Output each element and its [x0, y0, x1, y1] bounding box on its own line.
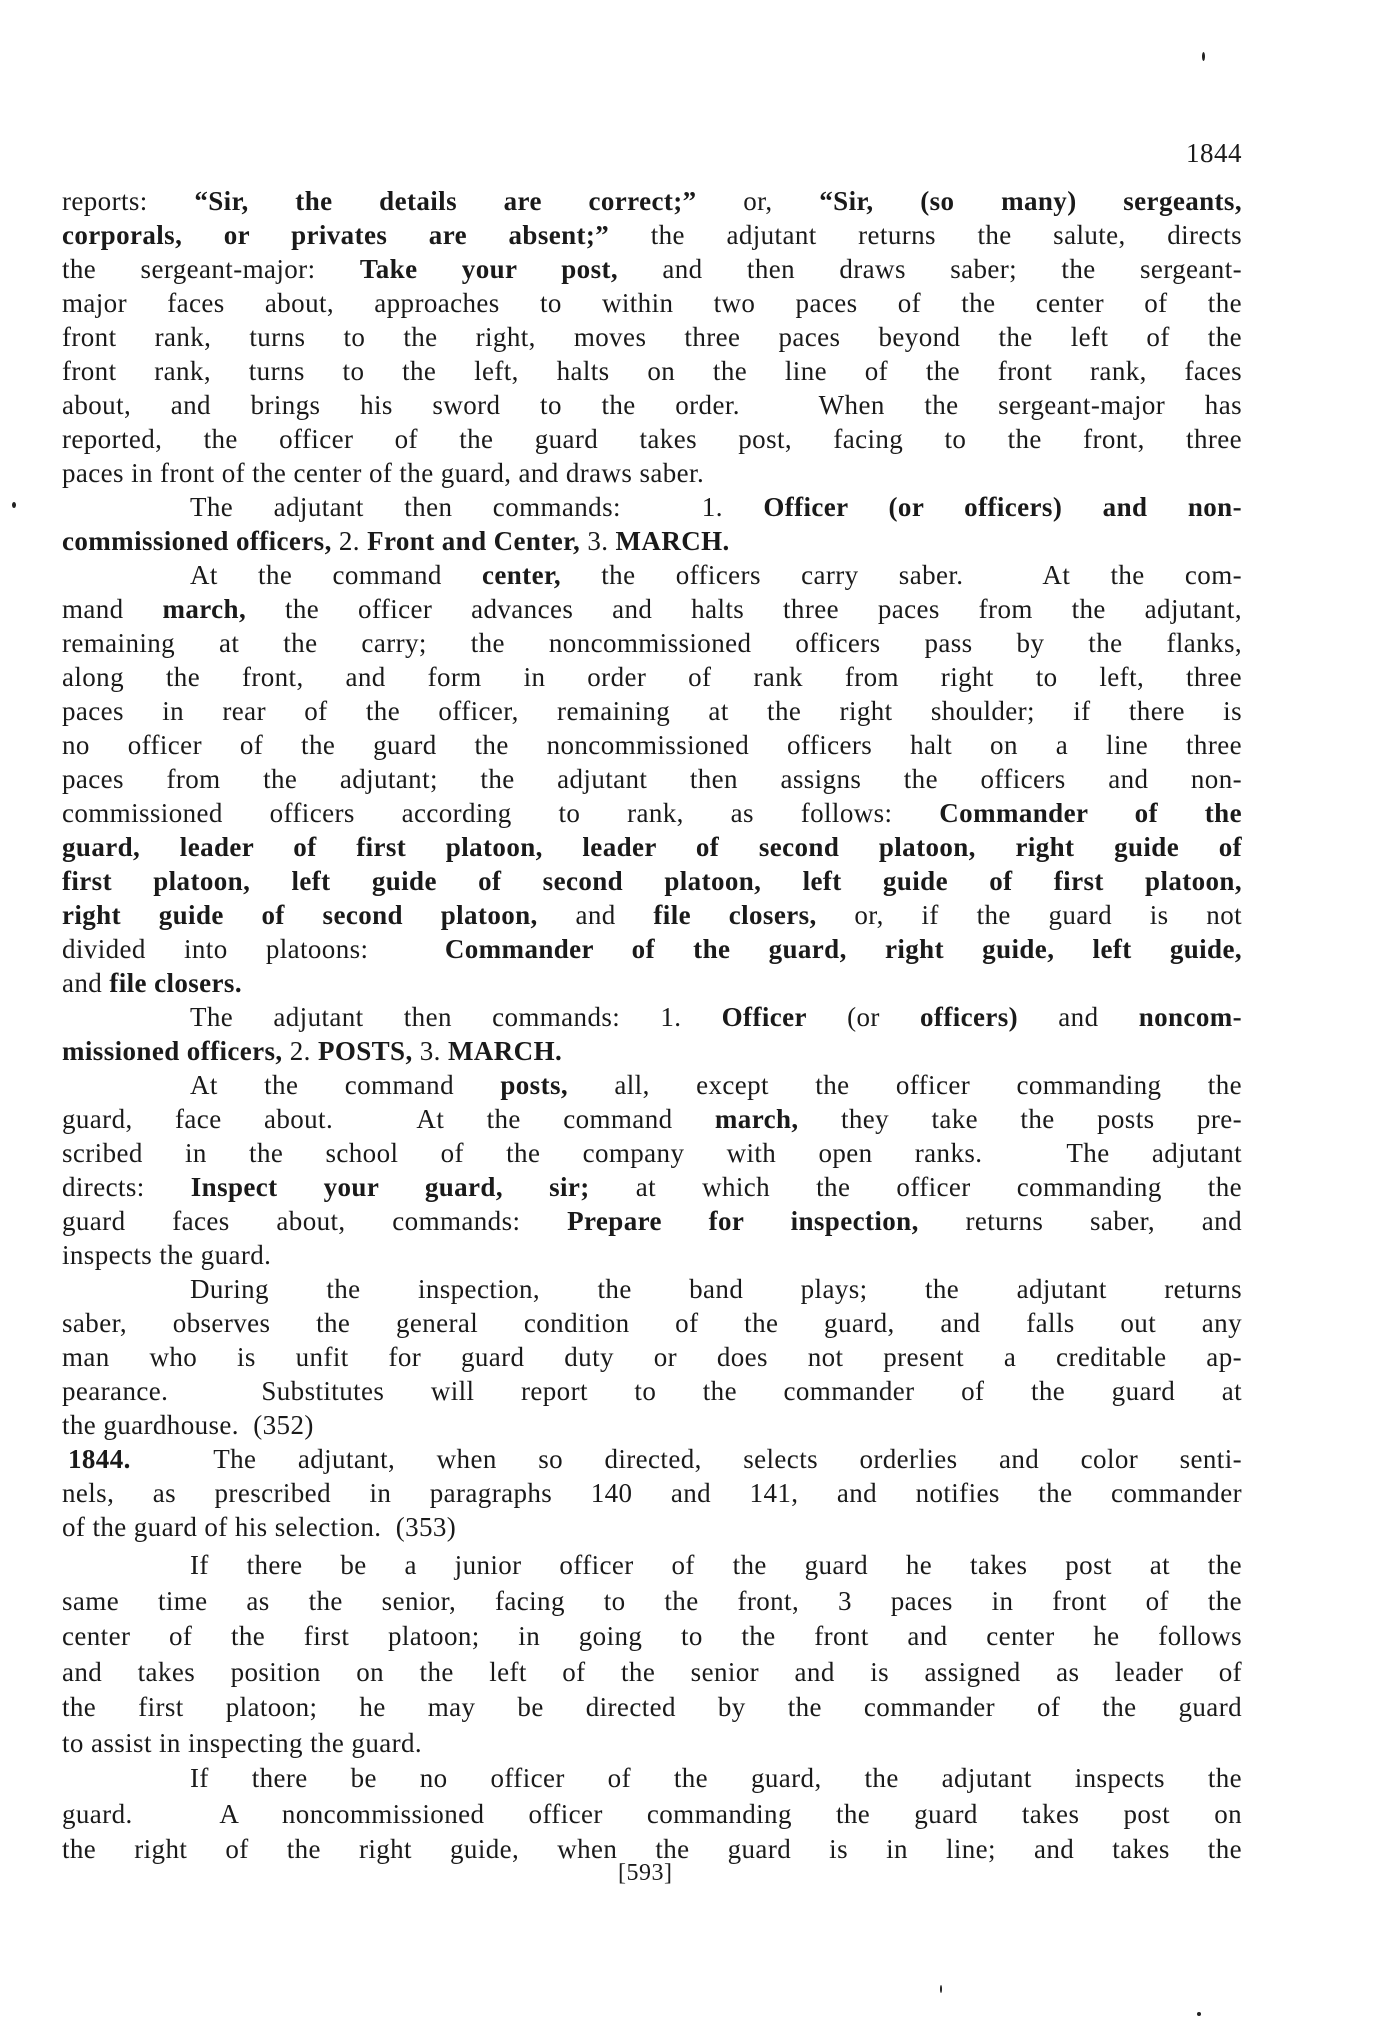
- bold-command-text: guard, leader of first platoon, leader of second platoon, right guide of: [62, 832, 1242, 862]
- text-line: [62, 1510, 1242, 1544]
- text-run: reports:: [62, 186, 195, 216]
- bold-command-text: Prepare for inspection,: [567, 1206, 919, 1236]
- paragraph: [62, 1000, 1242, 1068]
- text-run: along the front, and form in order of rank from right to left, three: [62, 662, 1242, 692]
- paragraph: [62, 1272, 1242, 1442]
- text-run: If there be no officer of the guard, the adjutant inspects the: [190, 1763, 1242, 1793]
- text-line: [62, 1034, 1242, 1068]
- text-line: [62, 966, 1242, 1000]
- text-run: If there be a junior officer of the guard he takes post at the: [190, 1550, 1242, 1580]
- text-line: [62, 932, 1242, 966]
- text-line: [62, 1068, 1242, 1102]
- text-line: [62, 1408, 1242, 1442]
- bold-command-text: “Sir, the details are correct;”: [194, 186, 697, 216]
- scan-speck: [940, 1985, 942, 1993]
- text-run: reported, the officer of the guard takes post, facing to the front, three: [62, 424, 1242, 454]
- text-run: nels, as prescribed in paragraphs 140 and 141, and notifies the commander: [62, 1478, 1242, 1508]
- paragraph: [62, 558, 1242, 1000]
- text-line: [62, 1238, 1242, 1272]
- text-run: front rank, turns to the right, moves three paces beyond the left of the: [62, 322, 1242, 352]
- text-line: [62, 558, 1242, 592]
- bold-command-text: corporals, or privates are absent;”: [62, 220, 610, 250]
- bold-command-text: MARCH.: [615, 526, 730, 556]
- text-line: [62, 1102, 1242, 1136]
- text-line: [62, 184, 1242, 218]
- bold-command-text: MARCH.: [447, 1036, 563, 1066]
- bold-command-text: Front and Center,: [367, 526, 581, 556]
- bold-command-text: commissioned officers,: [62, 526, 332, 556]
- text-run: all, except the officer commanding the: [568, 1070, 1242, 1100]
- text-run: 2.: [282, 1036, 318, 1066]
- text-run: the first platoon; he may be directed by the commander of the guard: [62, 1692, 1242, 1722]
- text-run: The adjutant then commands: 1.: [190, 492, 764, 522]
- text-line: [62, 660, 1242, 694]
- text-run: the officers carry saber. At the com-: [561, 560, 1242, 590]
- text-line: [62, 1000, 1242, 1034]
- bold-command-text: right guide of second platoon,: [62, 900, 538, 930]
- text-line: [62, 1204, 1242, 1238]
- text-run: and takes position on the left of the senior and is assigned as leader of: [62, 1656, 1242, 1687]
- bold-command-text: file closers,: [653, 900, 817, 930]
- text-line: [62, 456, 1242, 490]
- text-line: [62, 1797, 1242, 1833]
- paragraph: [62, 1548, 1242, 1761]
- text-run: 3.: [580, 526, 616, 556]
- text-line: [62, 592, 1242, 626]
- text-line: [62, 524, 1242, 558]
- text-line: [62, 490, 1242, 524]
- paragraph: [62, 1068, 1242, 1272]
- text-line: [62, 898, 1242, 932]
- text-run: The adjutant, when so directed, selects orderlies and color senti-: [130, 1444, 1242, 1474]
- text-run: major faces about, approaches to within two paces of the center of the: [62, 288, 1242, 318]
- text-line: [62, 1619, 1242, 1655]
- text-run: to assist in inspecting the guard.: [62, 1727, 423, 1758]
- body-text: [62, 184, 1242, 1868]
- text-run: and: [1018, 1002, 1139, 1032]
- text-run: and then draws saber; the sergeant-: [618, 254, 1243, 284]
- text-run: 3.: [412, 1036, 448, 1066]
- text-run: and: [62, 968, 110, 998]
- text-line: [62, 1170, 1242, 1204]
- text-run: the sergeant-major:: [62, 254, 360, 284]
- bold-command-text: march,: [162, 594, 247, 624]
- text-line: [62, 286, 1242, 320]
- text-line: [62, 354, 1242, 388]
- page-number: [593]: [618, 1860, 673, 1886]
- text-run: of the guard of his selection. (353): [62, 1512, 457, 1542]
- text-run: same time as the senior, facing to the front, 3 paces in front of the: [62, 1585, 1242, 1616]
- text-run: The adjutant then commands: 1.: [190, 1002, 722, 1032]
- text-line: [62, 728, 1242, 762]
- text-run: guard. A noncommissioned officer commanding the guard takes post on: [62, 1798, 1242, 1829]
- scan-speck: [1202, 52, 1205, 61]
- text-run: the right of the right guide, when the guard is in line; and takes the: [62, 1834, 1242, 1864]
- text-run: the guardhouse. (352): [62, 1410, 314, 1440]
- bold-command-text: missioned officers,: [62, 1036, 283, 1066]
- text-line: [62, 388, 1242, 422]
- bold-command-text: Officer (or officers) and non-: [763, 492, 1242, 522]
- bold-command-text: Commander of the guard, right guide, left guide,: [444, 934, 1243, 964]
- text-run: at which the officer commanding the: [589, 1172, 1242, 1202]
- bold-command-text: “Sir, (so many) sergeants,: [819, 186, 1242, 216]
- text-run: front rank, turns to the left, halts on the line of the front rank, faces: [62, 356, 1242, 386]
- bold-command-text: POSTS,: [317, 1036, 413, 1066]
- text-run: At the command: [190, 560, 482, 590]
- paragraph: [62, 1761, 1242, 1868]
- bold-command-text: Inspect your guard, sir;: [190, 1172, 590, 1202]
- text-line: [62, 1761, 1242, 1797]
- bold-command-text: 1844.: [68, 1444, 131, 1474]
- text-line: [62, 694, 1242, 728]
- bold-command-text: march,: [714, 1104, 799, 1134]
- text-run: inspects the guard.: [62, 1240, 272, 1270]
- text-run: At the command: [190, 1070, 501, 1100]
- running-head-section-number: 1844: [1186, 138, 1242, 168]
- text-line: [62, 626, 1242, 660]
- paragraph: [62, 490, 1242, 558]
- text-run: the adjutant returns the salute, directs: [609, 220, 1243, 250]
- text-line: [62, 1340, 1242, 1374]
- text-run: directs:: [62, 1172, 191, 1202]
- paragraph: [62, 1442, 1242, 1544]
- text-line: [62, 830, 1242, 864]
- text-run: and: [537, 900, 654, 930]
- text-run: guard faces about, commands:: [62, 1206, 568, 1236]
- text-run: or, if the guard is not: [816, 900, 1242, 930]
- text-line: [62, 762, 1242, 796]
- text-run: saber, observes the general condition of the guard, and falls out any: [62, 1308, 1242, 1338]
- bold-command-text: file closers.: [109, 968, 242, 998]
- bold-command-text: Take your post,: [359, 254, 619, 284]
- text-run: guard, face about. At the command: [62, 1104, 715, 1134]
- text-run: During the inspection, the band plays; the adjutant returns: [190, 1274, 1242, 1304]
- text-line: [62, 320, 1242, 354]
- paragraph: [62, 184, 1242, 490]
- text-run: mand: [62, 594, 163, 624]
- text-run: or,: [696, 186, 820, 216]
- text-run: paces in rear of the officer, remaining at the right shoulder; if there is: [62, 696, 1242, 726]
- text-line: [62, 218, 1242, 252]
- text-line: [62, 1272, 1242, 1306]
- text-line: [62, 1726, 1242, 1762]
- text-line: [62, 1442, 1242, 1476]
- text-run: commissioned officers according to rank, as follows:: [62, 798, 940, 828]
- text-line: [62, 1476, 1242, 1510]
- bold-command-text: officers): [920, 1002, 1019, 1032]
- bold-command-text: Commander of the: [939, 798, 1242, 828]
- bold-command-text: noncom-: [1138, 1002, 1243, 1032]
- text-run: 2.: [331, 526, 368, 556]
- scan-speck: [12, 502, 16, 508]
- text-line: [62, 1584, 1242, 1620]
- text-line: [62, 796, 1242, 830]
- text-line: [62, 1548, 1242, 1584]
- text-line: [62, 864, 1242, 898]
- text-run: scribed in the school of the company with open ranks. The adjutant: [62, 1138, 1242, 1168]
- text-run: no officer of the guard the noncommissioned officers halt on a line three: [62, 730, 1242, 760]
- scan-speck: [1197, 2012, 1201, 2016]
- text-run: returns saber, and: [918, 1206, 1242, 1236]
- text-run: paces from the adjutant; the adjutant then assigns the officers and non-: [62, 764, 1242, 794]
- text-run: divided into platoons:: [62, 934, 445, 964]
- text-run: about, and brings his sword to the order. When the sergeant-major has: [62, 390, 1242, 420]
- bold-command-text: first platoon, left guide of second platoon, left guide of first platoon,: [62, 866, 1242, 896]
- text-run: man who is unfit for guard duty or does not present a creditable ap-: [62, 1342, 1242, 1372]
- bold-command-text: Officer: [721, 1002, 807, 1032]
- bold-command-text: center,: [482, 560, 562, 590]
- text-line: [62, 1655, 1242, 1691]
- bold-command-text: posts,: [500, 1070, 569, 1100]
- text-line: [62, 1306, 1242, 1340]
- text-run: (or: [806, 1002, 921, 1032]
- text-line: [62, 1136, 1242, 1170]
- text-run: pearance. Substitutes will report to the commander of the guard at: [62, 1376, 1242, 1406]
- text-line: [62, 1690, 1242, 1726]
- text-run: remaining at the carry; the noncommissioned officers pass by the flanks,: [62, 628, 1242, 658]
- text-line: [62, 422, 1242, 456]
- text-line: [62, 252, 1242, 286]
- text-run: paces in front of the center of the guard, and draws saber.: [62, 458, 705, 488]
- text-line: [62, 1374, 1242, 1408]
- text-run: center of the first platoon; in going to the front and center he follows: [62, 1621, 1242, 1651]
- text-run: they take the posts pre-: [798, 1104, 1242, 1134]
- text-run: the officer advances and halts three paces from the adjutant,: [246, 594, 1242, 624]
